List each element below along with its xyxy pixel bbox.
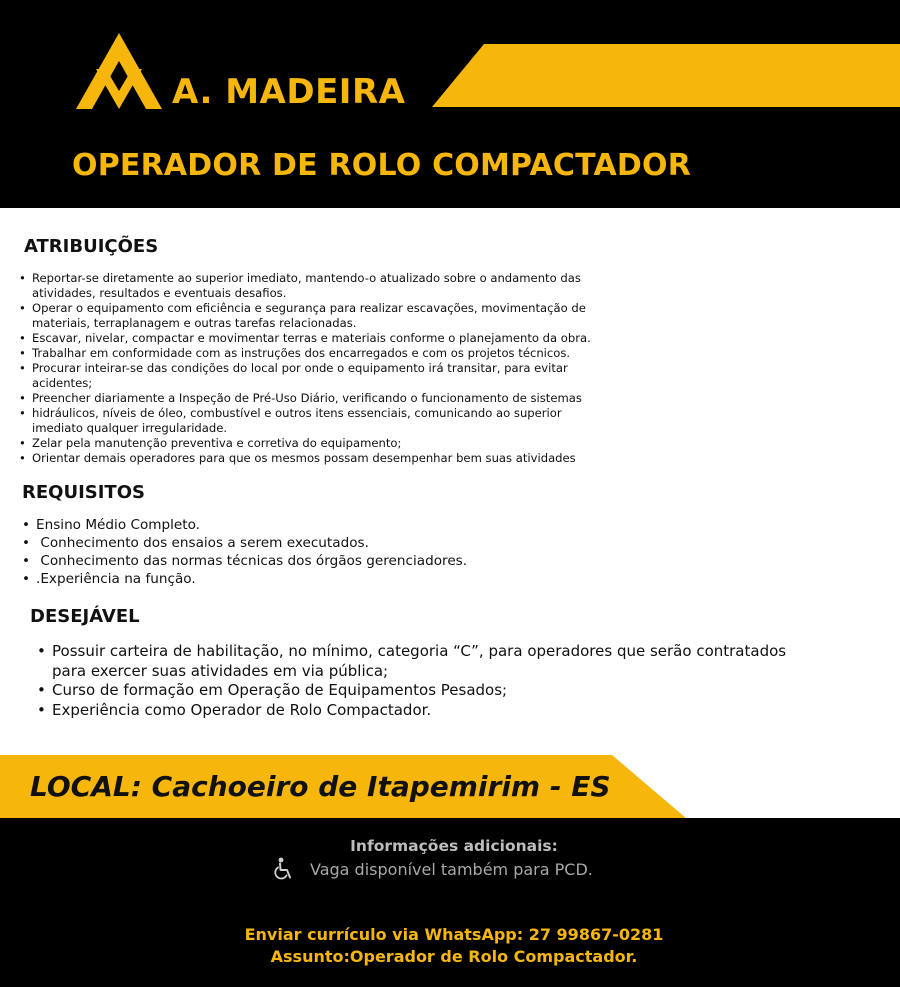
list-item: • Curso de formação em Operação de Equipamentos Pesados;	[52, 681, 812, 701]
list-item: • Zelar pela manutenção preventiva e corretiva do equipamento;	[32, 436, 612, 451]
list-item: • .Experiência na função.	[36, 570, 596, 588]
list-item: • Possuir carteira de habilitação, no mínimo, categoria “C”, para operadores que serão contratados para exercer suas atividades em via pública;	[52, 642, 812, 681]
subject-line: Assunto:Operador de Rolo Compactador.	[270, 947, 638, 966]
section-title-requisitos: REQUISITOS	[22, 482, 145, 503]
list-item: • Reportar-se diretamente ao superior imediato, mantendo-o atualizado sobre o andamento das atividades, resultados e eventuais desafios.	[32, 271, 612, 301]
header-accent-stripe	[432, 44, 900, 107]
list-item: • Escavar, nivelar, compactar e movimentar terras e materiais conforme o planejamento da obra.	[32, 331, 612, 346]
info-title: Informações adicionais:	[350, 837, 558, 855]
list-item: • Experiência como Operador de Rolo Compactador.	[52, 701, 812, 721]
list-item: • Trabalhar em conformidade com as instruções dos encarregados e com os projetos técnicos.	[32, 346, 612, 361]
am-monogram-logo-icon	[76, 33, 162, 109]
list-item: • hidráulicos, níveis de óleo, combustível e outros itens essenciais, comunicando ao superior imediato qualquer irregularidade.	[32, 406, 612, 436]
section-title-desejavel: DESEJÁVEL	[30, 606, 140, 627]
atribuicoes-list	[32, 271, 612, 466]
desejavel-list	[52, 642, 812, 720]
list-item: • Conhecimento das normas técnicas dos órgãos gerenciadores.	[36, 552, 596, 570]
list-item: • Procurar inteirar-se das condições do local por onde o equipamento irá transitar, para evitar acidentes;	[32, 361, 612, 391]
send-cv-whatsapp: Enviar currículo via WhatsApp: 27 99867-0281	[244, 925, 664, 944]
list-item: • Preencher diariamente a Inspeção de Pré-Uso Diário, verificando o funcionamento de sistemas	[32, 391, 612, 406]
local-text: LOCAL: Cachoeiro de Itapemirim - ES	[30, 770, 611, 803]
job-title: OPERADOR DE ROLO COMPACTADOR	[72, 148, 691, 183]
pcd-row	[272, 856, 593, 882]
pcd-text: Vaga disponível também para PCD.	[310, 859, 593, 879]
section-title-atribuicoes: ATRIBUIÇÕES	[24, 236, 159, 257]
requisitos-list	[36, 516, 596, 588]
list-item: • Conhecimento dos ensaios a serem executados.	[36, 534, 596, 552]
list-item: • Orientar demais operadores para que os mesmos possam desempenhar bem suas atividades	[32, 451, 612, 466]
brand-name: A. MADEIRA	[172, 72, 406, 112]
wheelchair-accessibility-icon	[272, 857, 294, 881]
list-item: • Ensino Médio Completo.	[36, 516, 596, 534]
list-item: • Operar o equipamento com eficiência e segurança para realizar escavações, movimentação de materiais, terraplanagem e outras tarefas relacionadas.	[32, 301, 612, 331]
